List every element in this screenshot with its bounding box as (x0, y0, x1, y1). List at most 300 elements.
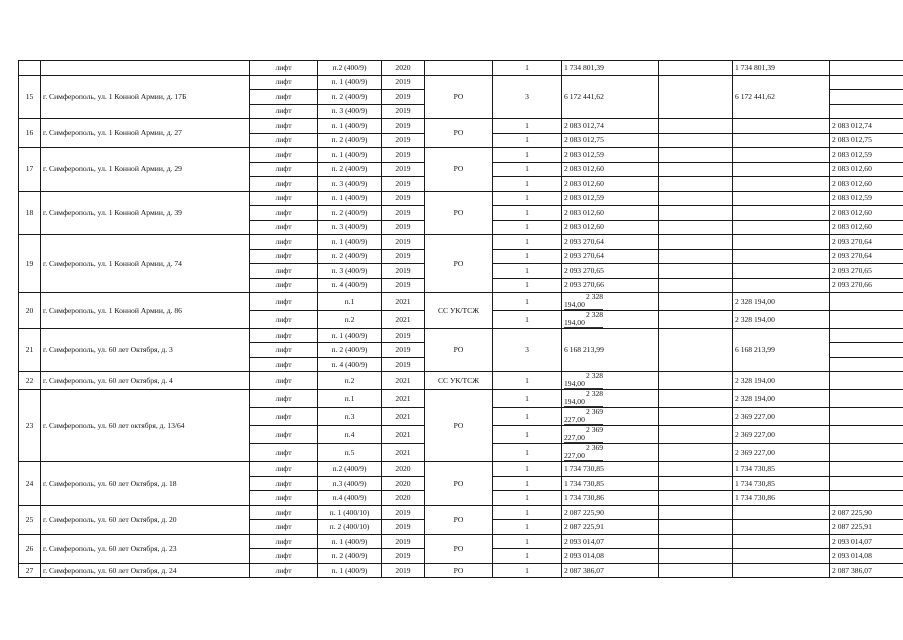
equipment-type: лифт (250, 220, 318, 235)
sum-ro-cell (733, 249, 830, 264)
year-cell: 2019 (382, 520, 425, 535)
sum-owner-cell (830, 61, 903, 76)
sum-cell: 2 093 270,66 (562, 278, 659, 293)
sum-cell (562, 426, 659, 444)
sum-cell (562, 372, 659, 390)
address-cell: г. Симферополь, ул. 60 лет октября, д. 13/64 (41, 390, 250, 462)
entrance-spec: п. 4 (400/9) (318, 357, 382, 372)
year-cell: 2019 (382, 177, 425, 192)
quantity-cell: 1 (493, 491, 562, 506)
sum-ro-cell (733, 177, 830, 192)
sum-owner-cell (830, 408, 903, 426)
sum-ro-cell: 2 369 227,00 (733, 408, 830, 426)
sum-ro-cell: 1 734 730,85 (733, 476, 830, 491)
sum-ro-cell: 6 172 441,62 (733, 75, 830, 119)
year-cell: 2019 (382, 75, 425, 90)
quantity-cell: 1 (493, 61, 562, 76)
quantity-cell: 1 (493, 162, 562, 177)
equipment-type: лифт (250, 426, 318, 444)
row-number: 19 (19, 235, 41, 293)
entrance-spec: п. 1 (400/9) (318, 328, 382, 343)
table-row (19, 462, 903, 477)
table-row (19, 119, 903, 134)
sum-cell: 1 734 730,85 (562, 462, 659, 477)
equipment-type: лифт (250, 119, 318, 134)
sum-ro-cell (733, 220, 830, 235)
sum-cell: 2 087 386,07 (562, 563, 659, 578)
sum-cell: 2 083 012,60 (562, 206, 659, 221)
sum-cell: 2 083 012,59 (562, 148, 659, 163)
sum-owner-cell: 2 087 225,91 (830, 520, 903, 535)
entrance-spec: п.4 (318, 426, 382, 444)
split-amount (564, 390, 603, 407)
empty-cell (830, 343, 903, 358)
amount-part-a: 2 369 (586, 407, 604, 417)
sum-cell: 2 083 012,59 (562, 191, 659, 206)
quantity-cell: 1 (493, 278, 562, 293)
quantity-cell: 1 (493, 191, 562, 206)
sum-owner-cell: 2 083 012,60 (830, 206, 903, 221)
sum-ro-cell (733, 191, 830, 206)
empty-cell (659, 372, 733, 390)
empty-cell (659, 505, 733, 520)
year-cell: 2019 (382, 534, 425, 549)
year-cell: 2021 (382, 444, 425, 462)
sum-cell: 1 734 730,86 (562, 491, 659, 506)
equipment-type: лифт (250, 328, 318, 343)
sum-owner-cell (830, 293, 903, 311)
year-cell: 2020 (382, 462, 425, 477)
year-cell: 2019 (382, 104, 425, 119)
empty-cell (659, 249, 733, 264)
sum-owner-cell: 2 083 012,75 (830, 133, 903, 148)
funding-source: РО (425, 390, 493, 462)
entrance-spec: п. 3 (400/9) (318, 264, 382, 279)
year-cell: 2021 (382, 390, 425, 408)
sum-cell (562, 390, 659, 408)
quantity-cell: 3 (493, 328, 562, 372)
equipment-type: лифт (250, 264, 318, 279)
funding-source: СС УК/ТСЖ (425, 293, 493, 329)
equipment-type: лифт (250, 206, 318, 221)
year-cell: 2019 (382, 119, 425, 134)
amount-part-a: 2 369 (586, 443, 604, 453)
entrance-spec: п.3 (400/9) (318, 476, 382, 491)
quantity-cell: 1 (493, 444, 562, 462)
amount-part-b: 227,00 (564, 416, 603, 425)
year-cell: 2021 (382, 426, 425, 444)
sum-cell (562, 293, 659, 311)
year-cell: 2019 (382, 264, 425, 279)
sum-ro-cell (733, 133, 830, 148)
quantity-cell: 3 (493, 75, 562, 119)
table-row (19, 372, 903, 390)
quantity-cell: 1 (493, 293, 562, 311)
entrance-spec: п.1 (318, 293, 382, 311)
funding-source: РО (425, 505, 493, 534)
entrance-spec: п. 1 (400/10) (318, 505, 382, 520)
empty-cell (659, 148, 733, 163)
entrance-spec: п. 1 (400/9) (318, 235, 382, 250)
quantity-cell: 1 (493, 520, 562, 535)
year-cell: 2019 (382, 549, 425, 564)
row-number: 20 (19, 293, 41, 329)
funding-source (425, 61, 493, 76)
year-cell: 2019 (382, 563, 425, 578)
sum-cell: 2 083 012,75 (562, 133, 659, 148)
empty-cell (659, 534, 733, 549)
empty-cell (659, 549, 733, 564)
amount-part-a: 2 328 (586, 389, 604, 399)
sum-ro-cell (733, 148, 830, 163)
sum-ro-cell: 2 369 227,00 (733, 444, 830, 462)
address-cell: г. Симферополь, ул. 60 лет Октября, д. 24 (41, 563, 250, 578)
row-number: 24 (19, 462, 41, 506)
funding-source: РО (425, 534, 493, 563)
year-cell: 2020 (382, 476, 425, 491)
year-cell: 2019 (382, 148, 425, 163)
quantity-cell: 1 (493, 148, 562, 163)
empty-cell (659, 328, 733, 372)
table-row (19, 390, 903, 408)
address-cell: г. Симферополь, ул. 1 Конной Армии, д. 29 (41, 148, 250, 192)
sum-owner-cell: 2 087 225,90 (830, 505, 903, 520)
empty-cell (830, 328, 903, 343)
entrance-spec: п. 2 (400/9) (318, 249, 382, 264)
split-amount (564, 408, 603, 425)
split-amount (564, 311, 603, 328)
entrance-spec: п. 1 (400/9) (318, 148, 382, 163)
entrance-spec: п. 3 (400/9) (318, 177, 382, 192)
sum-owner-cell: 2 083 012,60 (830, 162, 903, 177)
table-row (19, 328, 903, 343)
sum-cell: 2 083 012,60 (562, 220, 659, 235)
row-number: 16 (19, 119, 41, 148)
table-row (19, 75, 903, 90)
entrance-spec: п. 1 (400/9) (318, 75, 382, 90)
year-cell: 2020 (382, 491, 425, 506)
sum-ro-cell (733, 235, 830, 250)
sum-cell: 2 093 270,64 (562, 249, 659, 264)
year-cell: 2019 (382, 220, 425, 235)
row-number: 17 (19, 148, 41, 192)
sum-cell: 2 083 012,74 (562, 119, 659, 134)
empty-cell (659, 444, 733, 462)
sum-cell: 2 087 225,90 (562, 505, 659, 520)
entrance-spec: п. 4 (400/9) (318, 278, 382, 293)
equipment-type: лифт (250, 104, 318, 119)
empty-cell (659, 520, 733, 535)
row-number: 22 (19, 372, 41, 390)
empty-cell (659, 133, 733, 148)
sum-owner-cell (830, 476, 903, 491)
equipment-type: лифт (250, 133, 318, 148)
address-cell: г. Симферополь, ул. 1 Конной Армии, д. 39 (41, 191, 250, 235)
empty-cell (659, 310, 733, 328)
equipment-type: лифт (250, 90, 318, 105)
address-cell: г. Симферополь, ул. 1 Конной Армии, д. 27 (41, 119, 250, 148)
funding-source: СС УК/ТСЖ (425, 372, 493, 390)
quantity-cell: 1 (493, 549, 562, 564)
equipment-type: лифт (250, 162, 318, 177)
empty-cell (659, 462, 733, 477)
table-row (19, 235, 903, 250)
empty-cell (659, 162, 733, 177)
table-row (19, 148, 903, 163)
sum-owner-cell: 2 093 270,64 (830, 235, 903, 250)
sum-ro-cell: 2 328 194,00 (733, 293, 830, 311)
funding-source: РО (425, 563, 493, 578)
empty-cell (659, 220, 733, 235)
equipment-type: лифт (250, 343, 318, 358)
sum-cell: 2 093 270,64 (562, 235, 659, 250)
address-cell: г. Симферополь, ул. 60 лет Октября, д. 3 (41, 328, 250, 372)
sum-ro-cell (733, 520, 830, 535)
address-cell: г. Симферополь, ул. 60 лет Октября, д. 4 (41, 372, 250, 390)
address-cell: г. Симферополь, ул. 60 лет Октября, д. 20 (41, 505, 250, 534)
table-row (19, 534, 903, 549)
equipment-type: лифт (250, 177, 318, 192)
entrance-spec: п. 1 (400/9) (318, 191, 382, 206)
quantity-cell: 1 (493, 249, 562, 264)
year-cell: 2019 (382, 357, 425, 372)
empty-cell (659, 476, 733, 491)
quantity-cell: 1 (493, 133, 562, 148)
sum-ro-cell (733, 505, 830, 520)
equipment-type: лифт (250, 491, 318, 506)
sum-owner-cell: 2 093 014,08 (830, 549, 903, 564)
split-amount (564, 372, 603, 389)
equipment-type: лифт (250, 357, 318, 372)
sum-cell: 6 172 441,62 (562, 75, 659, 119)
sum-cell: 2 093 014,08 (562, 549, 659, 564)
sum-ro-cell: 2 328 194,00 (733, 310, 830, 328)
empty-cell (830, 357, 903, 372)
sum-ro-cell: 2 328 194,00 (733, 372, 830, 390)
sum-owner-cell: 2 083 012,74 (830, 119, 903, 134)
entrance-spec: п. 2 (400/9) (318, 90, 382, 105)
equipment-type: лифт (250, 408, 318, 426)
equipment-type: лифт (250, 75, 318, 90)
year-cell: 2019 (382, 343, 425, 358)
table-row (19, 191, 903, 206)
empty-cell (830, 75, 903, 90)
amount-part-b: 194,00 (564, 380, 603, 389)
sum-owner-cell (830, 426, 903, 444)
entrance-spec: п.2 (318, 372, 382, 390)
entrance-spec: п.2 (318, 310, 382, 328)
sum-cell: 1 734 730,85 (562, 476, 659, 491)
equipment-type: лифт (250, 278, 318, 293)
empty-cell (659, 408, 733, 426)
entrance-spec: п. 2 (400/9) (318, 549, 382, 564)
equipment-type: лифт (250, 462, 318, 477)
empty-cell (659, 563, 733, 578)
equipment-type: лифт (250, 505, 318, 520)
sum-owner-cell: 2 087 386,07 (830, 563, 903, 578)
address-cell: г. Симферополь, ул. 1 Конной Армии, д. 17Б (41, 75, 250, 119)
amount-part-a: 2 328 (586, 371, 604, 381)
sum-owner-cell (830, 491, 903, 506)
quantity-cell: 1 (493, 534, 562, 549)
sum-cell: 2 083 012,60 (562, 177, 659, 192)
entrance-spec: п. 1 (400/9) (318, 119, 382, 134)
funding-source: РО (425, 119, 493, 148)
row-number: 18 (19, 191, 41, 235)
sum-owner-cell (830, 444, 903, 462)
sum-owner-cell (830, 390, 903, 408)
year-cell: 2019 (382, 328, 425, 343)
row-number: 21 (19, 328, 41, 372)
amount-part-b: 194,00 (564, 398, 603, 407)
empty-cell (659, 61, 733, 76)
sum-owner-cell: 2 083 012,60 (830, 220, 903, 235)
quantity-cell: 1 (493, 390, 562, 408)
sum-ro-cell: 2 369 227,00 (733, 426, 830, 444)
sum-owner-cell (830, 462, 903, 477)
funding-source: РО (425, 328, 493, 372)
address-cell: г. Симферополь, ул. 1 Конной Армии, д. 86 (41, 293, 250, 329)
amount-part-a: 2 328 (586, 292, 604, 301)
sum-ro-cell: 1 734 730,86 (733, 491, 830, 506)
year-cell: 2019 (382, 249, 425, 264)
sum-cell: 2 083 012,60 (562, 162, 659, 177)
quantity-cell: 1 (493, 220, 562, 235)
empty-cell (659, 119, 733, 134)
empty-cell (659, 278, 733, 293)
quantity-cell: 1 (493, 264, 562, 279)
quantity-cell: 1 (493, 462, 562, 477)
empty-cell (659, 75, 733, 119)
year-cell: 2019 (382, 133, 425, 148)
year-cell: 2019 (382, 162, 425, 177)
empty-cell (659, 293, 733, 311)
row-number: 23 (19, 390, 41, 462)
equipment-type: лифт (250, 293, 318, 311)
empty-cell (659, 235, 733, 250)
table-row (19, 61, 903, 76)
funding-source: РО (425, 462, 493, 506)
empty-cell (830, 104, 903, 119)
sum-cell: 6 168 213,99 (562, 328, 659, 372)
equipment-type: лифт (250, 372, 318, 390)
table-row (19, 505, 903, 520)
address-cell: г. Симферополь, ул. 60 лет Октября, д. 23 (41, 534, 250, 563)
address-cell (41, 61, 250, 76)
split-amount (564, 426, 603, 443)
year-cell: 2019 (382, 505, 425, 520)
quantity-cell: 1 (493, 505, 562, 520)
equipment-type: лифт (250, 249, 318, 264)
funding-source: РО (425, 148, 493, 192)
equipment-type: лифт (250, 148, 318, 163)
quantity-cell: 1 (493, 372, 562, 390)
year-cell: 2019 (382, 278, 425, 293)
quantity-cell: 1 (493, 476, 562, 491)
entrance-spec: п. 1 (400/9) (318, 534, 382, 549)
quantity-cell: 1 (493, 235, 562, 250)
sum-ro-cell (733, 278, 830, 293)
table-body (19, 61, 903, 578)
sum-ro-cell: 6 168 213,99 (733, 328, 830, 372)
sum-ro-cell: 2 328 194,00 (733, 390, 830, 408)
equipment-type: лифт (250, 191, 318, 206)
equipment-type: лифт (250, 444, 318, 462)
sum-owner-cell (830, 372, 903, 390)
entrance-spec: п. 2 (400/9) (318, 343, 382, 358)
entrance-spec: п.4 (400/9) (318, 491, 382, 506)
year-cell: 2020 (382, 61, 425, 76)
split-amount (564, 293, 603, 310)
entrance-spec: п. 3 (400/9) (318, 220, 382, 235)
amount-part-a: 2 369 (586, 425, 604, 435)
equipment-type: лифт (250, 563, 318, 578)
equipment-type: лифт (250, 520, 318, 535)
row-number (19, 61, 41, 76)
empty-cell (659, 264, 733, 279)
table-row (19, 293, 903, 311)
sum-cell: 2 087 225,91 (562, 520, 659, 535)
address-cell: г. Симферополь, ул. 60 лет Октября, д. 18 (41, 462, 250, 506)
sum-owner-cell: 2 093 270,64 (830, 249, 903, 264)
equipment-type: лифт (250, 235, 318, 250)
lift-replacement-table (18, 60, 903, 578)
sum-owner-cell: 2 093 270,65 (830, 264, 903, 279)
year-cell: 2019 (382, 191, 425, 206)
year-cell: 2019 (382, 206, 425, 221)
row-number: 25 (19, 505, 41, 534)
sum-cell (562, 408, 659, 426)
entrance-spec: п.1 (318, 390, 382, 408)
entrance-spec: п.5 (318, 444, 382, 462)
sum-ro-cell (733, 206, 830, 221)
sum-owner-cell: 2 083 012,59 (830, 148, 903, 163)
amount-part-b: 194,00 (564, 301, 603, 310)
equipment-type: лифт (250, 534, 318, 549)
funding-source: РО (425, 191, 493, 235)
sum-cell: 1 734 801,39 (562, 61, 659, 76)
row-number: 27 (19, 563, 41, 578)
sum-owner-cell: 2 093 014,07 (830, 534, 903, 549)
entrance-spec: п. 1 (400/9) (318, 563, 382, 578)
entrance-spec: п.3 (318, 408, 382, 426)
year-cell: 2021 (382, 372, 425, 390)
sum-ro-cell (733, 534, 830, 549)
sum-ro-cell (733, 162, 830, 177)
quantity-cell: 1 (493, 310, 562, 328)
entrance-spec: п. 2 (400/9) (318, 133, 382, 148)
entrance-spec: п.2 (400/9) (318, 61, 382, 76)
sum-ro-cell: 1 734 801,39 (733, 61, 830, 76)
sum-owner-cell: 2 093 270,66 (830, 278, 903, 293)
amount-part-b: 227,00 (564, 434, 603, 443)
sum-ro-cell (733, 119, 830, 134)
empty-cell (659, 491, 733, 506)
equipment-type: лифт (250, 310, 318, 328)
entrance-spec: п. 2 (400/9) (318, 162, 382, 177)
entrance-spec: п. 3 (400/9) (318, 104, 382, 119)
equipment-type: лифт (250, 549, 318, 564)
sum-ro-cell: 1 734 730,85 (733, 462, 830, 477)
year-cell: 2019 (382, 235, 425, 250)
address-cell: г. Симферополь, ул. 1 Конной Армии, д. 74 (41, 235, 250, 293)
empty-cell (830, 90, 903, 105)
sum-cell (562, 310, 659, 328)
year-cell: 2021 (382, 310, 425, 328)
sum-ro-cell (733, 264, 830, 279)
row-number: 26 (19, 534, 41, 563)
amount-part-b: 194,00 (564, 319, 603, 328)
